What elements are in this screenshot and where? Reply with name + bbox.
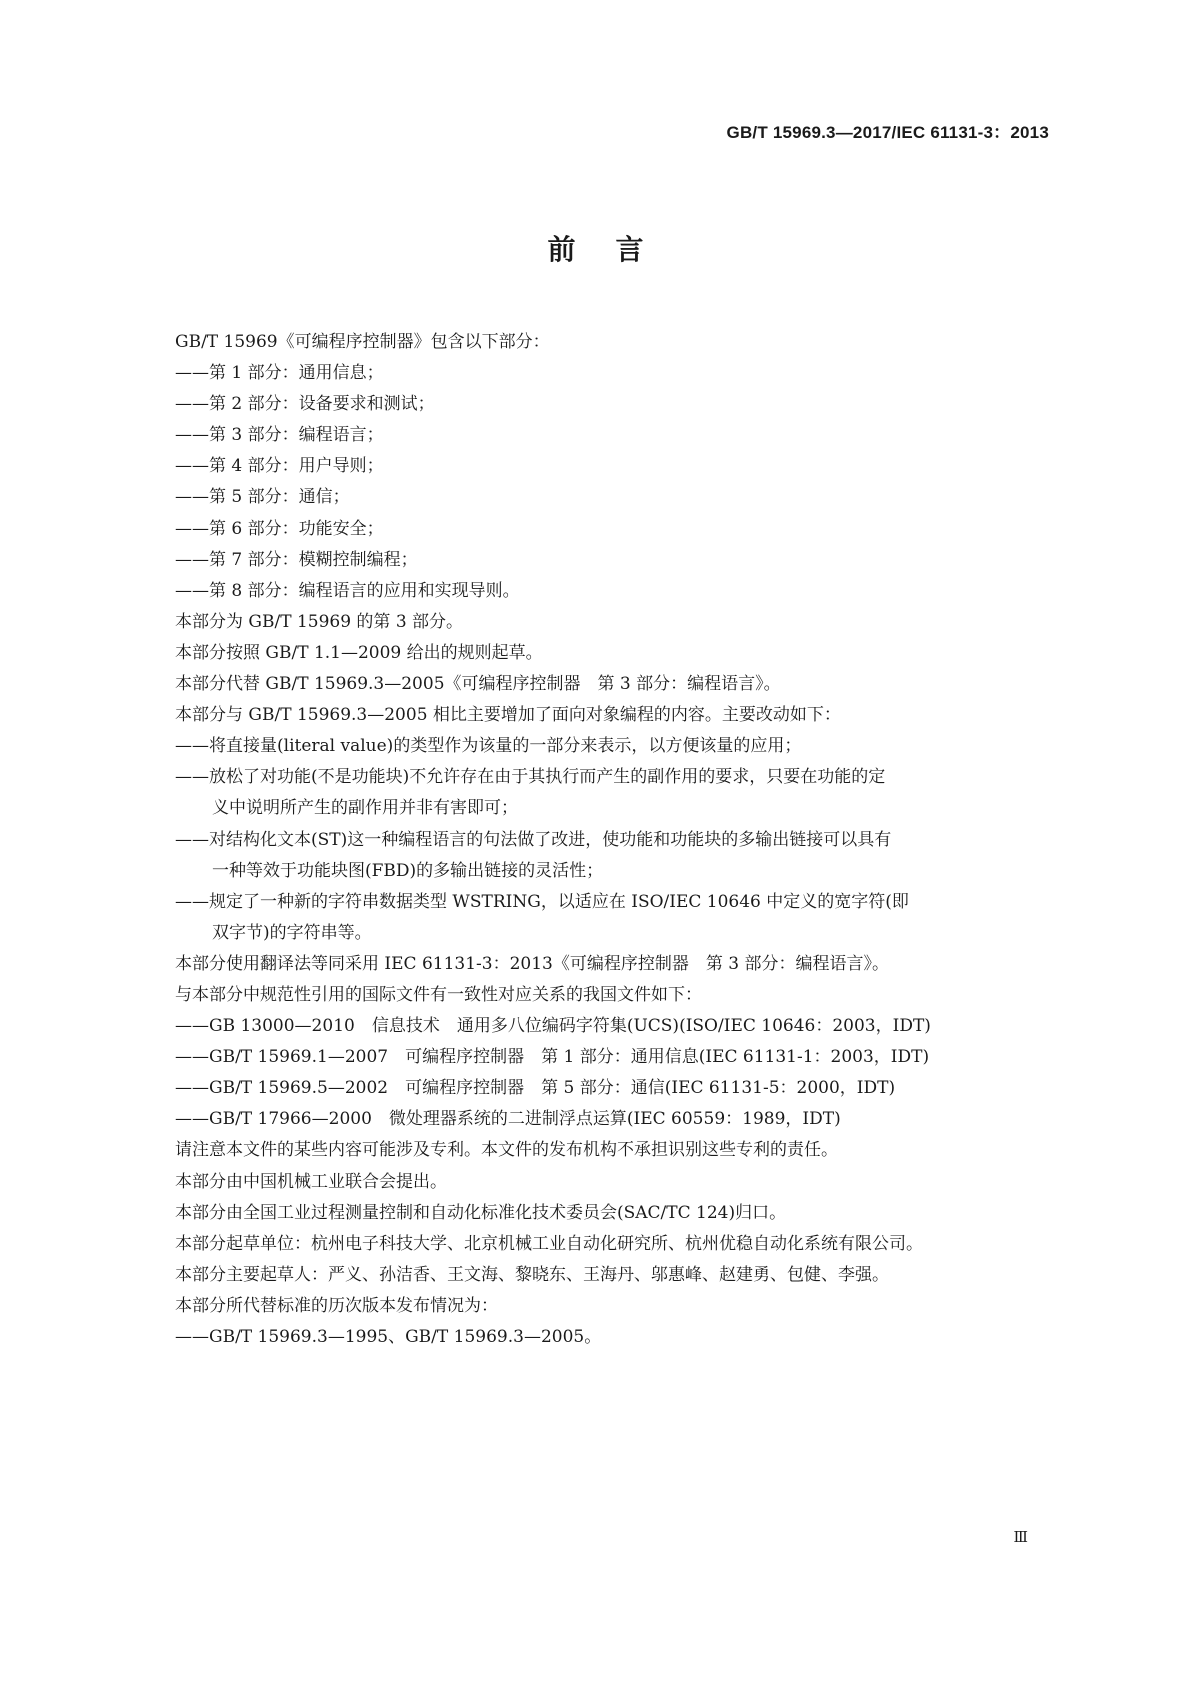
paragraph: 请注意本文件的某些内容可能涉及专利。本文件的发布机构不承担识别这些专利的责任。	[175, 1140, 838, 1161]
list-item-continuation: 一种等效于功能块图(FBD)的多输出链接的灵活性；	[212, 860, 604, 881]
paragraph: 与本部分中规范性引用的国际文件有一致性对应关系的我国文件如下：	[175, 984, 702, 1005]
page-title: 前言	[547, 233, 684, 266]
list-item-continuation: 义中说明所产生的副作用并非有害即可；	[212, 798, 518, 819]
list-item: ——GB/T 15969.5—2002 可编程序控制器 第 5 部分：通信(IEC 61131-5：2000，IDT)	[175, 1078, 896, 1099]
list-item: ——第 8 部分：编程语言的应用和实现导则。	[175, 580, 520, 601]
list-item: ——第 5 部分：通信；	[175, 487, 350, 508]
list-item: ——GB/T 15969.1—2007 可编程序控制器 第 1 部分：通用信息(IEC 61131-1：2003，IDT)	[175, 1047, 930, 1068]
list-item: ——GB 13000—2010 信息技术 通用多八位编码字符集(UCS)(ISO/IEC 10646：2003，IDT)	[175, 1016, 931, 1037]
list-item: ——对结构化文本(ST)这一种编程语言的句法做了改进，使功能和功能块的多输出链接可以具有	[175, 829, 892, 850]
paragraph: 本部分主要起草人：严义、孙洁香、王文海、黎晓东、王海丹、邬惠峰、赵建勇、包健、李强。	[175, 1264, 889, 1285]
list-item: ——GB/T 15969.3—1995、GB/T 15969.3—2005。	[175, 1327, 602, 1347]
preface-body	[175, 327, 1055, 1353]
list-item: ——第 2 部分：设备要求和测试；	[175, 394, 435, 415]
list-item-continuation: 双字节)的字符串等。	[212, 922, 372, 943]
paragraph: 本部分由中国机械工业联合会提出。	[175, 1171, 447, 1192]
paragraph: 本部分由全国工业过程测量控制和自动化标准化技术委员会(SAC/TC 124)归口。	[175, 1202, 787, 1223]
list-item: ——将直接量(literal value)的类型作为该量的一部分来表示，以方便该量的应用；	[175, 736, 802, 757]
standard-id-header: GB/T 15969.3—2017/IEC 61131-3：2013	[726, 123, 1049, 142]
list-item: ——放松了对功能(不是功能块)不允许存在由于其执行而产生的副作用的要求，只要在功能的定	[175, 767, 886, 788]
list-item: ——第 7 部分：模糊控制编程；	[175, 549, 418, 570]
paragraph: GB/T 15969《可编程序控制器》包含以下部分：	[175, 332, 550, 352]
list-item: ——第 1 部分：通用信息；	[175, 363, 384, 384]
list-item: ——第 3 部分：编程语言；	[175, 425, 384, 446]
paragraph: 本部分起草单位：杭州电子科技大学、北京机械工业自动化研究所、杭州优稳自动化系统有限公司。	[175, 1233, 923, 1254]
list-item: ——第 4 部分：用户导则；	[175, 456, 384, 477]
paragraph: 本部分与 GB/T 15969.3—2005 相比主要增加了面向对象编程的内容。主要改动如下：	[175, 705, 841, 726]
list-item: ——第 6 部分：功能安全；	[175, 518, 384, 539]
page-number: Ⅲ	[1013, 1528, 1028, 1546]
paragraph: 本部分代替 GB/T 15969.3—2005《可编程序控制器 第 3 部分：编程语言》。	[175, 674, 781, 695]
paragraph: 本部分所代替标准的历次版本发布情况为：	[175, 1295, 498, 1316]
paragraph: 本部分按照 GB/T 1.1—2009 给出的规则起草。	[175, 642, 543, 663]
paragraph: 本部分为 GB/T 15969 的第 3 部分。	[175, 611, 464, 632]
list-item: ——规定了一种新的字符串数据类型 WSTRING，以适应在 ISO/IEC 10646 中定义的宽字符(即	[175, 891, 909, 912]
list-item: ——GB/T 17966—2000 微处理器系统的二进制浮点运算(IEC 60559：1989，IDT)	[175, 1109, 841, 1130]
paragraph: 本部分使用翻译法等同采用 IEC 61131-3：2013《可编程序控制器 第 3 部分：编程语言》。	[175, 953, 889, 974]
